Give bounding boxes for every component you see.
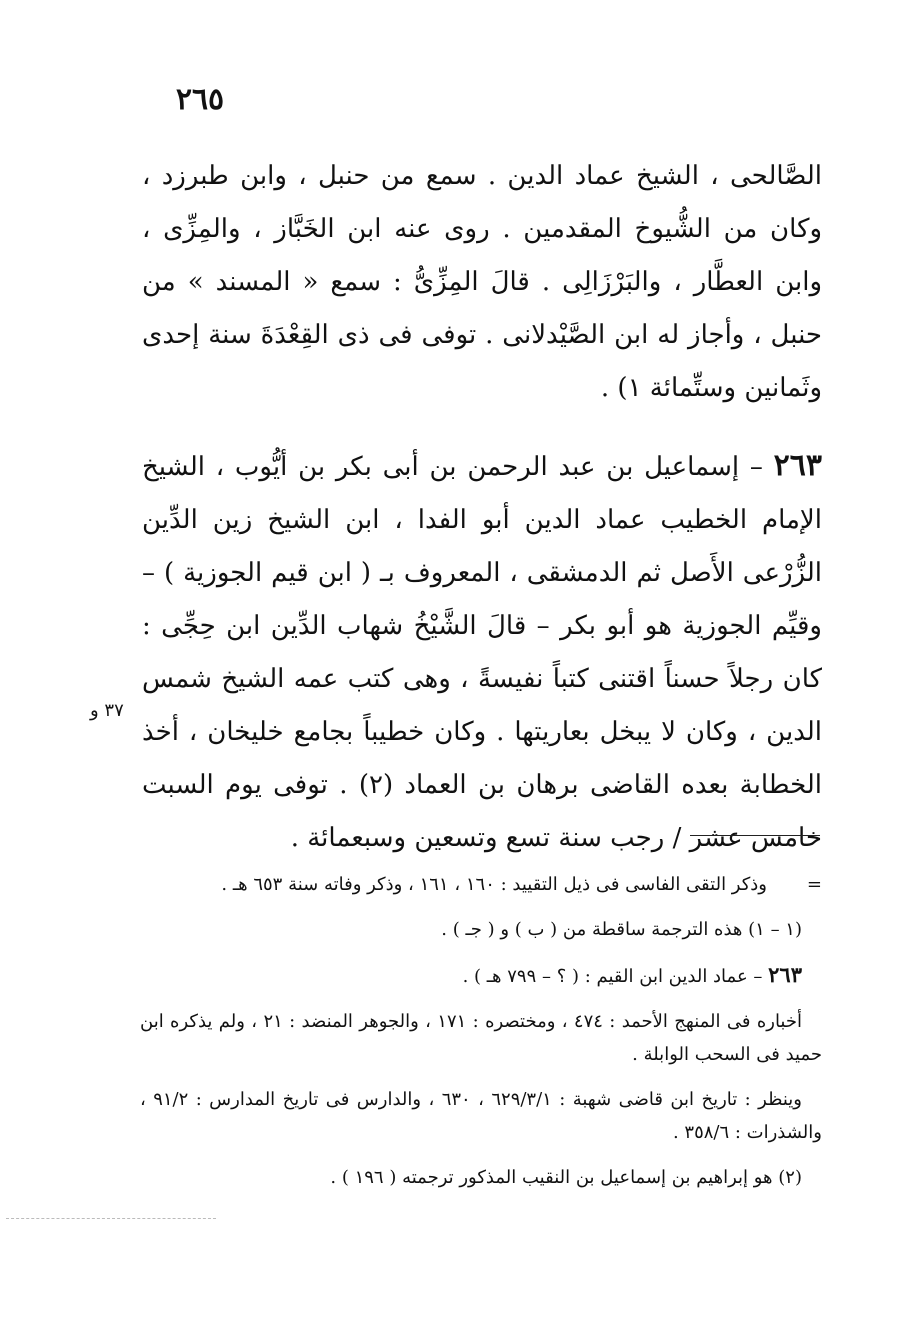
footnote-entry-number: ٢٦٣ bbox=[768, 962, 802, 987]
page-number: ٢٦٥ bbox=[175, 82, 225, 117]
footnote-continuation bbox=[140, 868, 822, 901]
footnote-divider bbox=[690, 835, 820, 836]
footnote-entry-title: – عماد الدين ابن القيم : ( ؟ – ٧٩٩ هـ ) . bbox=[462, 966, 763, 987]
footnotes bbox=[140, 868, 822, 1206]
margin-folio-note: ٣٧ و bbox=[90, 700, 124, 721]
footnote-sources-2: وينظر : تاريخ ابن قاضى شهبة : ٦٢٩/٣/١ ، ٦٣٠ ، والدارس فى تاريخ المدارس : ٩١/٢ ، والشذرات : ٣٥٨/٦ . bbox=[140, 1089, 822, 1143]
biography-paragraph: الصَّالحى ، الشيخ عماد الدين . سمع من حنبل ، وابن طبرزد ، وكان من الشُّيوخ المقدمين . روى عنه ابن الخَبَّاز ، والمِزِّى ، وابن العطَّار ، والبَرْزَالِى . قالَ المِزِّىُّ : سمع « المسند » من حنبل ، وأجاز له ابن الصَّيْدلانى . توفى فى ذى القِعْدَةَ سنة إحدى وثَمانين وستِّمائة ١) . bbox=[142, 161, 822, 403]
footnote-1: (١ – ١) هذه الترجمة ساقطة من ( ب ) و ( جـ ) . bbox=[441, 919, 802, 940]
continuation-text: وذكر التقى الفاسى فى ذيل التقييد : ١٦٠ ، ١٦١ ، وذكر وفاته سنة ٦٥٣ هـ . bbox=[221, 874, 767, 895]
biography-entry-263 bbox=[142, 439, 822, 865]
continuation-mark: = bbox=[806, 874, 822, 895]
footnote-entry-263 bbox=[140, 958, 822, 993]
scan-artifact-line bbox=[6, 1218, 216, 1219]
entry-number: ٢٦٣ bbox=[773, 448, 822, 483]
footnote-2: (٢) هو إبراهيم بن إسماعيل بن النقيب المذكور ترجمته ( ١٩٦ ) . bbox=[330, 1167, 802, 1188]
entry-text: – إسماعيل بن عبد الرحمن بن أبى بكر بن أيُّوب ، الشيخ الإمام الخطيب عماد الدين أبو الفدا ، ابن الشيخ زين الدِّين الزُّرْعى الأَصل ثم الدمشقى ، المعروف بـ ( ابن قيم الجوزية ) – وقيِّم الجوزية هو أبو بكر – قالَ الشَّيْخُ شهاب الدِّين ابن حِجِّى : كان رجلاً حسناً اقتنى كتباً نفيسةً ، وهى كتب عمه الشيخ شمس الدين ، وكان لا يبخل بعاريتها . وكان خطيباً بجامع خليخان ، أخذ الخطابة بعده القاضى برهان بن العماد (٢) . توفى يوم السبت خامس عشر / رجب سنة تسع وتسعين وسبعمائة . bbox=[142, 452, 822, 853]
main-text bbox=[142, 150, 822, 865]
footnote-sources-1: أخباره فى المنهج الأحمد : ٤٧٤ ، ومختصره : ١٧١ ، والجوهر المنضد : ٢١ ، ولم يذكره ابن حميد فى السحب الوابلة . bbox=[140, 1011, 822, 1065]
